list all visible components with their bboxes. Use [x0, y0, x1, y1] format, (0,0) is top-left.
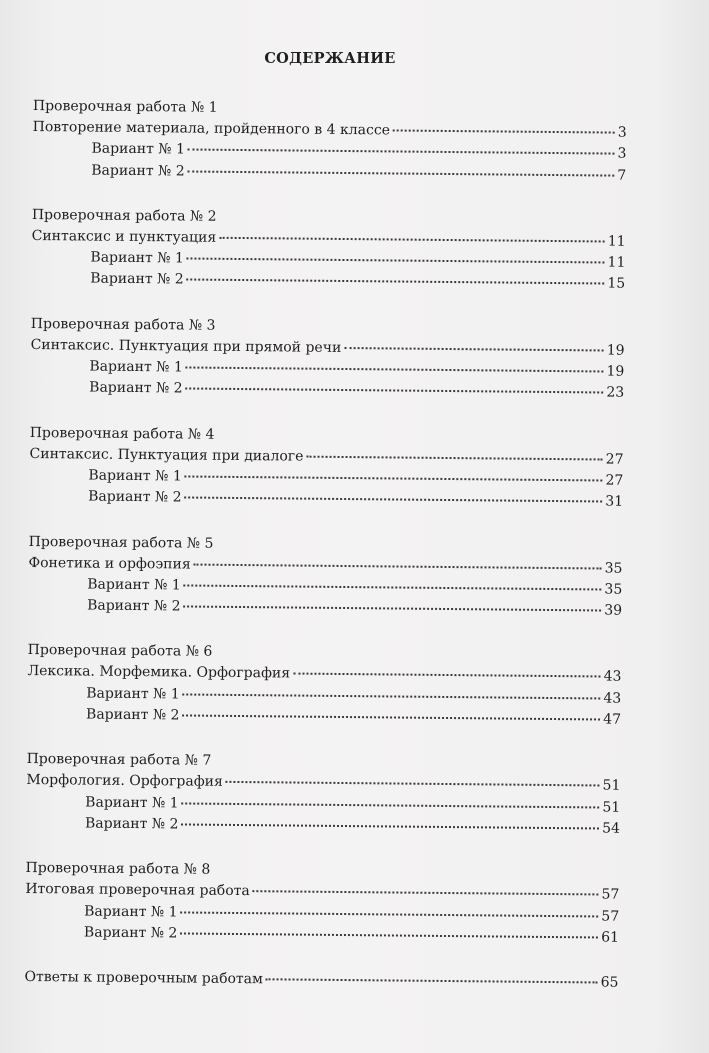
entry-label: Вариант № 1: [86, 685, 180, 703]
entry-page-number: 27: [605, 451, 624, 468]
entry-page-number: 47: [603, 711, 622, 728]
entry-label: Вариант № 2: [85, 706, 180, 724]
dot-leader: [194, 563, 602, 569]
dot-leader: [182, 802, 600, 808]
entry-page-number: 27: [605, 472, 624, 489]
dot-leader: [219, 237, 605, 243]
table-of-contents: [24, 96, 627, 1018]
toc-entry-variant[interactable]: [32, 160, 626, 187]
toc-entry-variant[interactable]: [29, 486, 623, 513]
toc-entry-variant[interactable]: [27, 704, 621, 731]
section-heading: Проверочная работа № 1: [32, 97, 218, 116]
entry-page-number: 43: [603, 690, 622, 707]
entry-page-number: 31: [605, 493, 624, 510]
dot-leader: [266, 978, 598, 983]
dot-leader: [185, 475, 603, 481]
entry-label: Ответы к проверочным работам: [24, 969, 264, 988]
entry-page-number: 51: [602, 799, 621, 816]
toc-entry-variant[interactable]: [26, 813, 620, 840]
dot-leader: [187, 279, 605, 285]
entry-label: Вариант № 2: [83, 924, 178, 942]
entry-label: Итоговая проверочная работа: [25, 881, 250, 900]
entry-label: Вариант № 2: [87, 597, 181, 615]
dot-leader: [187, 258, 605, 264]
toc-section-answers: [24, 967, 618, 994]
toc-section-5: [28, 532, 623, 623]
entry-label: Вариант № 1: [87, 576, 181, 594]
entry-label: Морфология. Орфография: [26, 772, 223, 791]
dot-leader: [186, 388, 604, 394]
entry-page-number: 57: [601, 886, 620, 903]
dot-leader: [306, 455, 602, 460]
entry-page-number: 19: [606, 363, 625, 380]
toc-section-3: [30, 314, 625, 405]
dot-leader: [393, 129, 615, 133]
section-heading: Проверочная работа № 3: [30, 315, 216, 334]
entry-page-number: 54: [602, 820, 621, 837]
entry-page-number: 57: [601, 908, 620, 925]
section-heading: Проверочная работа № 4: [29, 424, 215, 443]
dot-leader: [184, 584, 602, 590]
toc-entry-variant[interactable]: [30, 377, 624, 404]
entry-label: Вариант № 1: [84, 903, 178, 920]
toc-section-1: [32, 96, 627, 187]
entry-label: Вариант № 1: [90, 249, 184, 267]
section-heading: Проверочная работа № 8: [25, 860, 211, 878]
entry-page-number: 35: [604, 560, 623, 577]
entry-page-number: 15: [607, 276, 626, 293]
dot-leader: [253, 890, 599, 895]
entry-label: Вариант № 2: [89, 379, 183, 397]
dot-leader: [226, 781, 600, 787]
entry-page-number: 11: [607, 233, 626, 250]
entry-page-number: 19: [606, 342, 625, 359]
dot-leader: [182, 715, 600, 721]
dot-leader: [181, 911, 599, 917]
entry-label: Вариант № 1: [85, 794, 179, 812]
entry-label: Повторение материала, пройденного в 4 классе: [32, 118, 391, 139]
section-heading: Проверочная работа № 7: [26, 751, 212, 770]
dot-leader: [180, 932, 598, 938]
entry-page-number: 61: [601, 929, 620, 946]
entry-label: Вариант № 1: [89, 358, 183, 376]
entry-label: Синтаксис и пунктуация: [31, 227, 217, 246]
entry-label: Вариант № 2: [91, 162, 185, 180]
page-title: СОДЕРЖАНИЕ: [264, 50, 396, 67]
section-heading: Проверочная работа № 2: [31, 206, 217, 225]
entry-label: Вариант № 2: [84, 815, 179, 833]
toc-section-6: [27, 640, 622, 731]
entry-page-number: 3: [617, 145, 627, 162]
entry-page-number: 11: [607, 254, 626, 271]
dot-leader: [181, 823, 599, 829]
dot-leader: [183, 693, 601, 699]
dot-leader: [186, 367, 604, 373]
toc-entry-variant[interactable]: [31, 268, 625, 295]
entry-label: Синтаксис. Пунктуация при диалоге: [29, 445, 304, 465]
section-heading: Проверочная работа № 5: [28, 533, 214, 552]
entry-label: Синтаксис. Пунктуация при прямой речи: [30, 336, 342, 356]
toc-section-8: [25, 858, 620, 949]
dot-leader: [184, 606, 602, 612]
toc-section-7: [26, 749, 621, 840]
dot-leader: [188, 170, 615, 176]
entry-page-number: 39: [604, 602, 623, 619]
toc-entry-answers[interactable]: [24, 967, 618, 994]
toc-entry-variant[interactable]: [28, 595, 622, 622]
entry-label: Вариант № 1: [91, 140, 185, 158]
entry-label: Лексика. Морфемика. Орфография: [27, 663, 291, 682]
toc-section-4: [29, 423, 624, 514]
toc-entry-variant[interactable]: [25, 922, 619, 949]
dot-leader: [344, 347, 603, 351]
dot-leader: [185, 497, 603, 503]
entry-page-number: 3: [617, 124, 627, 141]
dot-leader: [293, 673, 601, 678]
dot-leader: [188, 149, 615, 155]
entry-page-number: 43: [603, 668, 622, 686]
entry-page-number: 65: [600, 974, 619, 991]
toc-section-2: [31, 205, 626, 296]
entry-page-number: 51: [602, 777, 621, 795]
entry-page-number: 35: [604, 581, 623, 598]
entry-label: Вариант № 2: [88, 488, 182, 506]
entry-label: Фонетика и орфоэпия: [28, 554, 191, 573]
entry-page-number: 23: [606, 384, 625, 402]
entry-page-number: 7: [617, 167, 627, 184]
entry-label: Вариант № 2: [90, 271, 184, 288]
entry-label: Вариант № 1: [88, 467, 182, 485]
section-heading: Проверочная работа № 6: [27, 642, 213, 661]
